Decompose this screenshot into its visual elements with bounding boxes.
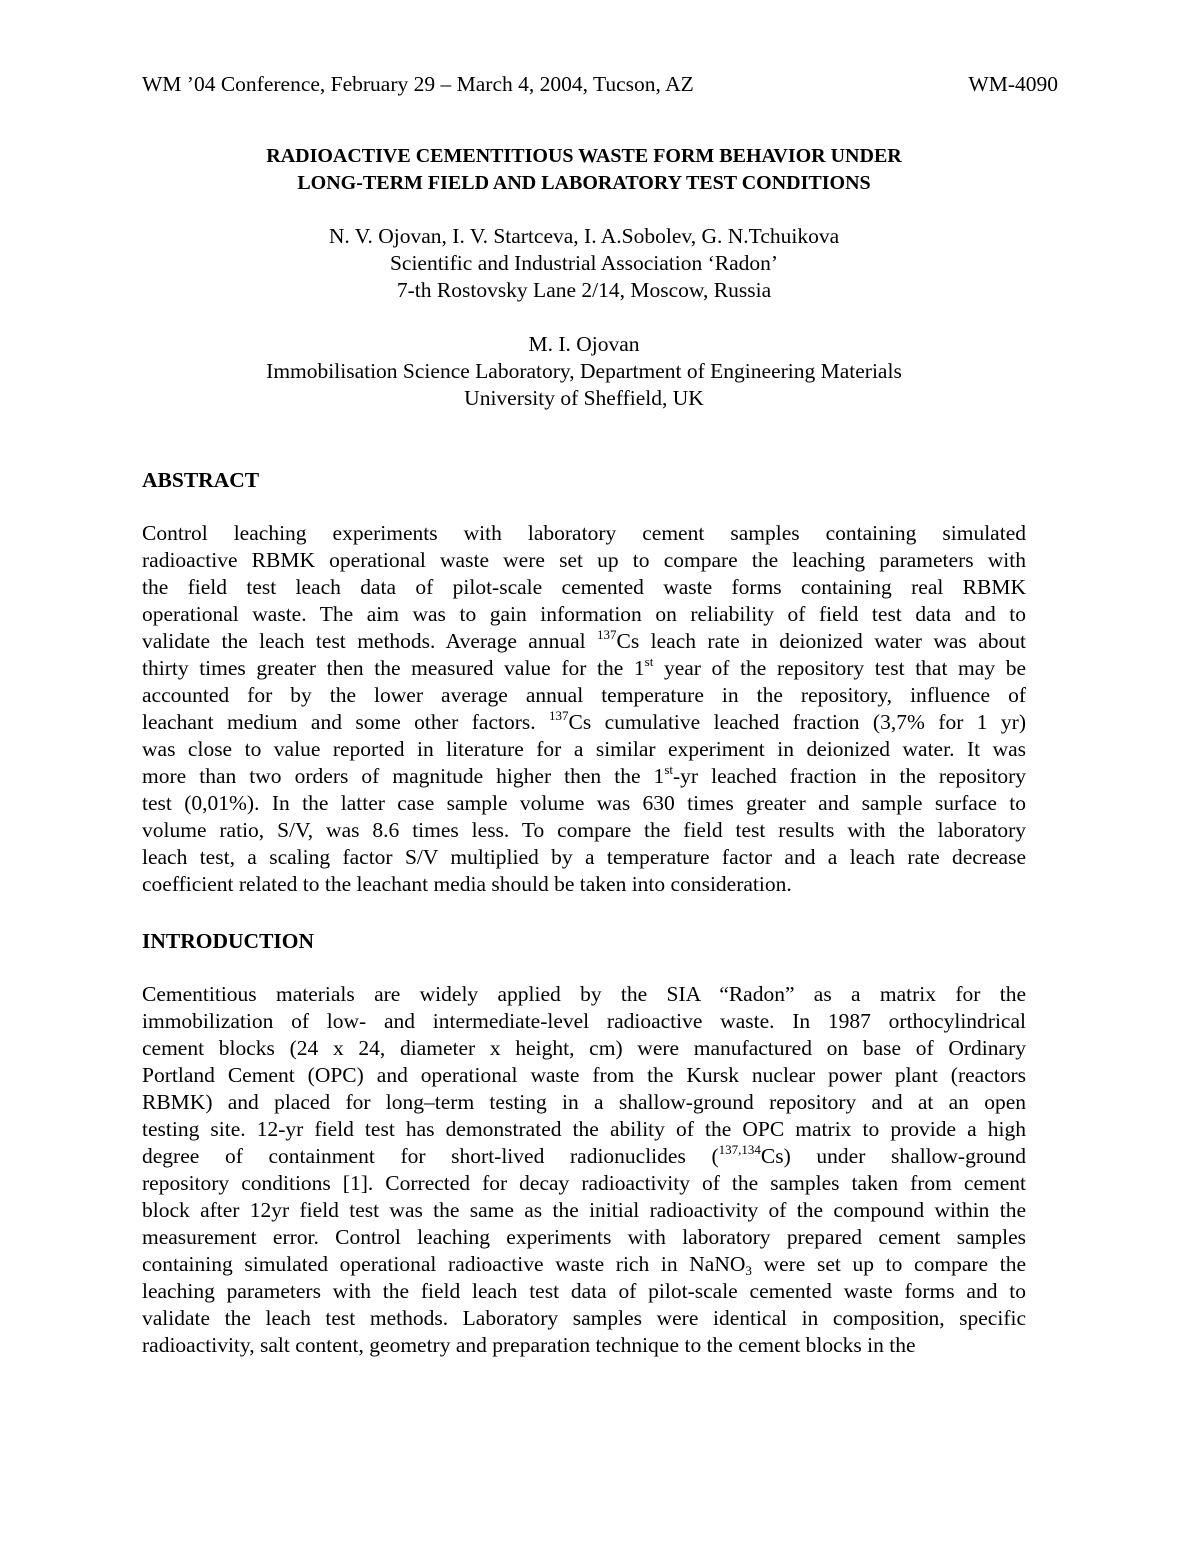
text-line: the field test leach data of pilot-scale cemented waste forms containing real RBMK <box>142 575 1026 599</box>
superscript: st <box>644 654 654 669</box>
text-line: test (0,01%). In the latter case sample volume was 630 times greater and sample surface to <box>142 791 1026 815</box>
text-line <box>142 655 1026 682</box>
abstract-paragraph <box>142 520 1026 898</box>
text-line <box>142 763 1026 790</box>
text-segment: containing simulated operational radioactive waste rich in NaNO <box>142 1252 746 1276</box>
text-line: accounted for by the lower average annual temperature in the repository, influence of <box>142 683 1026 707</box>
text-line: validate the leach test methods. Laboratory samples were identical in composition, specific <box>142 1306 1026 1330</box>
text-segment: degree of containment for short-lived radionuclides ( <box>142 1144 719 1168</box>
subscript: 3 <box>745 1263 752 1278</box>
text-line <box>142 1143 1026 1170</box>
text-line: immobilization of low- and intermediate-level radioactive waste. In 1987 orthocylindrical <box>142 1009 1026 1033</box>
paper-title <box>142 143 1026 197</box>
text-segment: Cs leach rate in deionized water was about <box>616 629 1026 653</box>
text-line: volume ratio, S/V, was 8.6 times less. To compare the field test results with the laboratory <box>142 818 1026 842</box>
text-line: was close to value reported in literature for a similar experiment in deionized water. It was <box>142 737 1026 761</box>
text-segment: more than two orders of magnitude higher then the 1 <box>142 764 665 788</box>
text-line: leach test, a scaling factor S/V multiplied by a temperature factor and a leach rate decrease <box>142 845 1026 869</box>
text-line: Control leaching experiments with laboratory cement samples containing simulated <box>142 521 1026 545</box>
title-line-2: LONG-TERM FIELD AND LABORATORY TEST CONDITIONS <box>297 172 871 194</box>
superscript: 137,134 <box>718 1142 761 1157</box>
paper-id: WM-4090 <box>968 72 1058 96</box>
text-line: testing site. 12-yr field test has demonstrated the ability of the OPC matrix to provide a high <box>142 1117 1026 1141</box>
superscript: st <box>664 762 673 777</box>
abstract-heading: ABSTRACT <box>142 468 260 492</box>
text-segment: leachant medium and some other factors. <box>142 710 550 734</box>
text-segment: Cs cumulative leached fraction (3,7% for 1 yr) <box>568 710 1026 734</box>
introduction-heading: INTRODUCTION <box>142 929 315 953</box>
introduction-paragraph <box>142 981 1026 1359</box>
text-segment: Cs) under shallow-ground <box>760 1144 1026 1168</box>
text-line <box>142 628 1026 655</box>
text-line: repository conditions [1]. Corrected for decay radioactivity of the samples taken from cement <box>142 1171 1026 1195</box>
institution-1: Scientific and Industrial Association ‘Radon’ <box>389 251 779 275</box>
text-segment: thirty times greater then the measured value for the 1 <box>142 656 645 680</box>
address-1: 7-th Rostovsky Lane 2/14, Moscow, Russia <box>396 278 772 302</box>
text-line: block after 12yr field test was the same as the initial radioactivity of the compound within the <box>142 1198 1026 1222</box>
text-line: coefficient related to the leachant media should be taken into consideration. <box>142 872 792 896</box>
text-line: Cementitious materials are widely applied by the SIA “Radon” as a matrix for the <box>142 982 1026 1006</box>
author-block-2 <box>142 331 1026 412</box>
text-line <box>142 1251 1026 1278</box>
text-line: cement blocks (24 x 24, diameter x height, cm) were manufactured on base of Ordinary <box>142 1036 1026 1060</box>
text-line: radioactivity, salt content, geometry and preparation technique to the cement blocks in the <box>142 1333 916 1357</box>
superscript: 137 <box>549 708 569 723</box>
superscript: 137 <box>597 627 617 642</box>
author-names-2: M. I. Ojovan <box>528 332 640 356</box>
text-line: leaching parameters with the field leach test data of pilot-scale cemented waste forms and to <box>142 1279 1026 1303</box>
text-line: operational waste. The aim was to gain information on reliability of field test data and to <box>142 602 1026 626</box>
text-line: Portland Cement (OPC) and operational waste from the Kursk nuclear power plant (reactors <box>142 1063 1026 1087</box>
title-line-1: RADIOACTIVE CEMENTITIOUS WASTE FORM BEHAVIOR UNDER <box>266 145 902 167</box>
conference-info: WM ’04 Conference, February 29 – March 4, 2004, Tucson, AZ <box>142 72 694 96</box>
text-line <box>142 709 1026 736</box>
author-block-1 <box>142 223 1026 304</box>
running-header <box>142 70 1058 98</box>
text-segment: -yr leached fraction in the repository <box>672 764 1026 788</box>
text-line: radioactive RBMK operational waste were set up to compare the leaching parameters with <box>142 548 1026 572</box>
text-segment: were set up to compare the <box>751 1252 1026 1276</box>
institution-2: Immobilisation Science Laboratory, Department of Engineering Materials <box>266 359 902 383</box>
text-segment: validate the leach test methods. Average annual <box>142 629 598 653</box>
text-segment: year of the repository test that may be <box>653 656 1026 680</box>
author-names-1: N. V. Ojovan, I. V. Startceva, I. A.Sobolev, G. N.Tchuikova <box>328 224 840 248</box>
address-2: University of Sheffield, UK <box>464 386 704 410</box>
text-line: RBMK) and placed for long–term testing in a shallow-ground repository and at an open <box>142 1090 1026 1114</box>
text-line: measurement error. Control leaching experiments with laboratory prepared cement samples <box>142 1225 1026 1249</box>
